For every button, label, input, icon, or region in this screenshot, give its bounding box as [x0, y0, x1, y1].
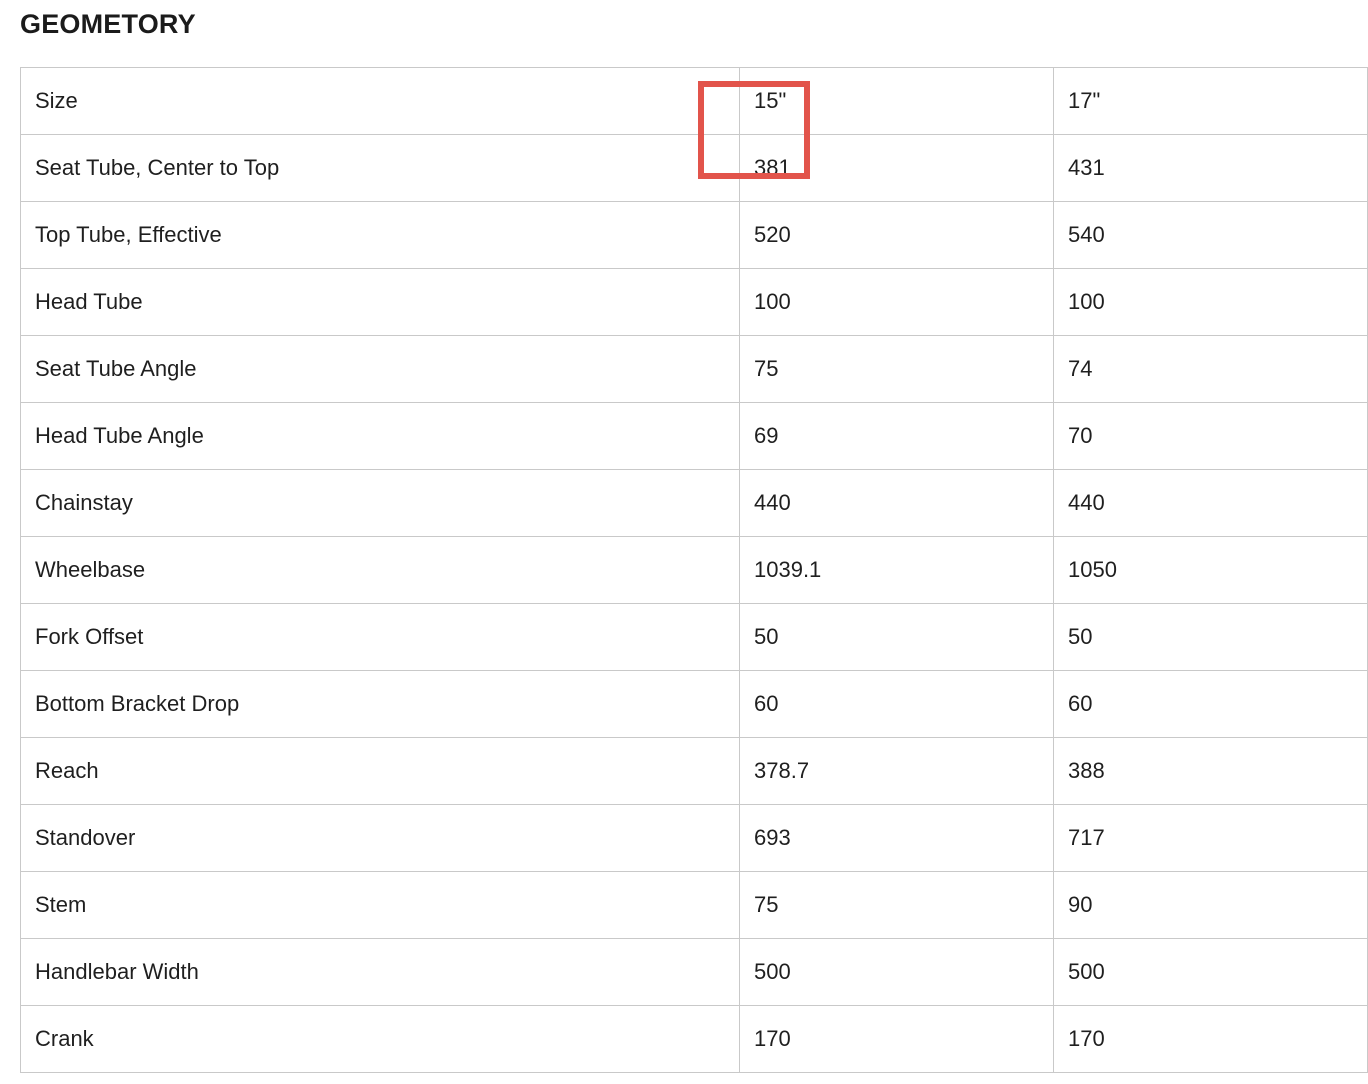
row-value: 100 [740, 269, 1054, 336]
row-value: 381 [740, 135, 1054, 202]
table-row [21, 738, 1368, 805]
row-label: Head Tube Angle [21, 403, 740, 470]
row-value: 69 [740, 403, 1054, 470]
geometry-table-wrapper [20, 67, 1310, 1073]
geometry-table [20, 67, 1368, 1073]
row-value: 1039.1 [740, 537, 1054, 604]
row-label: Handlebar Width [21, 939, 740, 1006]
row-value: 717 [1054, 805, 1368, 872]
row-label: Seat Tube, Center to Top [21, 135, 740, 202]
row-value: 170 [1054, 1006, 1368, 1073]
row-label: Wheelbase [21, 537, 740, 604]
geometry-page [0, 4, 1117, 1084]
row-label: Stem [21, 872, 740, 939]
row-value: 540 [1054, 202, 1368, 269]
row-value: 1050 [1054, 537, 1368, 604]
row-value-size-15[interactable]: 15" [740, 68, 1054, 135]
table-row [21, 671, 1368, 738]
table-row [21, 939, 1368, 1006]
row-label: Standover [21, 805, 740, 872]
row-label: Chainstay [21, 470, 740, 537]
row-label: Reach [21, 738, 740, 805]
row-label: Top Tube, Effective [21, 202, 740, 269]
row-value: 60 [740, 671, 1054, 738]
table-row [21, 135, 1368, 202]
row-label: Head Tube [21, 269, 740, 336]
row-value: 378.7 [740, 738, 1054, 805]
row-value: 431 [1054, 135, 1368, 202]
row-label: Size [21, 68, 740, 135]
row-value: 50 [1054, 604, 1368, 671]
table-row [21, 202, 1368, 269]
table-row [21, 470, 1368, 537]
table-row [21, 604, 1368, 671]
row-value: 74 [1054, 336, 1368, 403]
table-row [21, 537, 1368, 604]
row-value: 90 [1054, 872, 1368, 939]
table-row [21, 68, 1368, 135]
row-value: 520 [740, 202, 1054, 269]
row-value: 100 [1054, 269, 1368, 336]
row-value: 440 [1054, 470, 1368, 537]
row-value: 50 [740, 604, 1054, 671]
row-label: Bottom Bracket Drop [21, 671, 740, 738]
row-value: 75 [740, 872, 1054, 939]
row-value: 440 [740, 470, 1054, 537]
table-row [21, 872, 1368, 939]
table-row [21, 269, 1368, 336]
row-label: Fork Offset [21, 604, 740, 671]
row-label: Crank [21, 1006, 740, 1073]
row-value-size-17[interactable]: 17" [1054, 68, 1368, 135]
row-value: 388 [1054, 738, 1368, 805]
table-row [21, 805, 1368, 872]
row-value: 170 [740, 1006, 1054, 1073]
row-value: 60 [1054, 671, 1368, 738]
row-value: 693 [740, 805, 1054, 872]
row-value: 500 [740, 939, 1054, 1006]
row-label: Seat Tube Angle [21, 336, 740, 403]
table-row [21, 1006, 1368, 1073]
row-value: 70 [1054, 403, 1368, 470]
table-row [21, 403, 1368, 470]
row-value: 500 [1054, 939, 1368, 1006]
page-title: GEOMETORY [20, 9, 196, 39]
row-value: 75 [740, 336, 1054, 403]
geometry-table-body [21, 68, 1368, 1073]
table-row [21, 336, 1368, 403]
